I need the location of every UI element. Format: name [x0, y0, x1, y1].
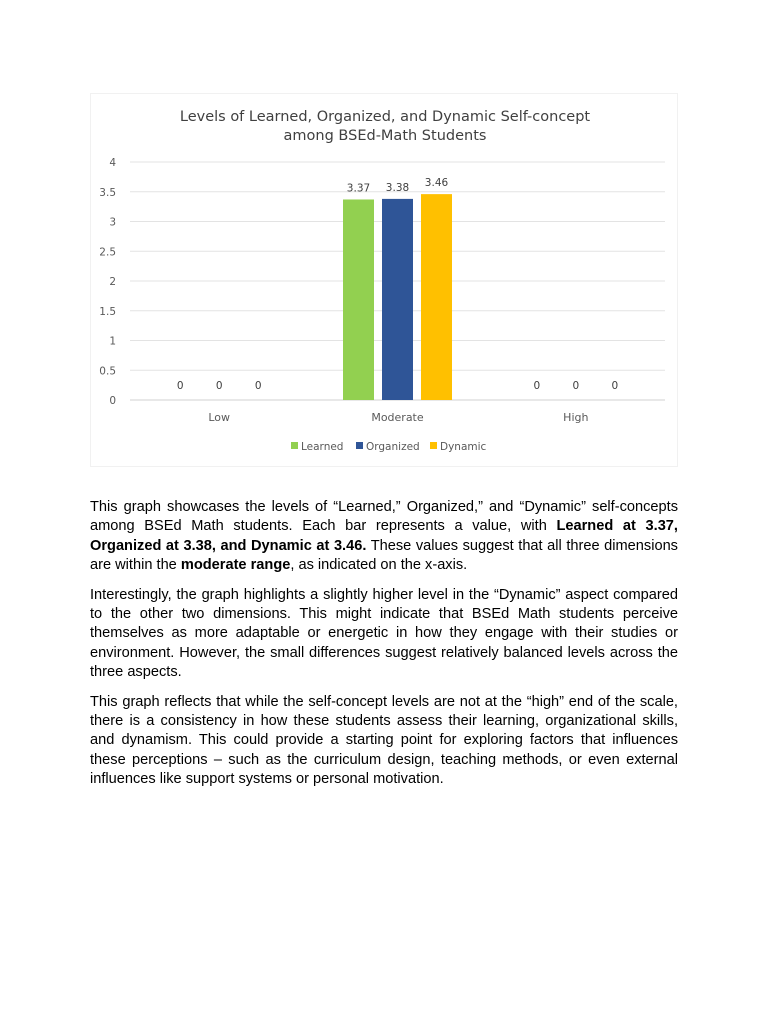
y-tick-label: 1.5	[99, 305, 116, 318]
data-label: 0	[572, 380, 580, 392]
y-tick-label: 2.5	[99, 246, 116, 259]
y-axis-ticks	[99, 157, 116, 407]
data-label: 0	[533, 380, 541, 392]
paragraph-2: Interestingly, the graph highlights a slightly higher level in the “Dynamic” aspect compared to the other two dimensions. This might indicate that BSEd Math students perceive themselves as more adaptable or energetic in how they engage with their studies or environment. However, the small differences suggest relatively balanced levels across the three aspects.	[90, 586, 678, 681]
p1-text-c: These values suggest that all three dimensions are within the	[90, 537, 678, 574]
document-body	[90, 498, 678, 800]
data-label: 3.46	[424, 177, 449, 190]
y-tick-label: 0	[109, 395, 116, 407]
data-label: 3.38	[385, 181, 410, 194]
chart-svg	[91, 94, 679, 468]
bar	[343, 199, 374, 400]
y-tick-label: 4	[109, 157, 116, 169]
legend-swatch	[430, 442, 437, 449]
y-tick-label: 3	[109, 216, 116, 229]
x-category-label: High	[563, 411, 589, 424]
legend-label: Organized	[366, 441, 420, 453]
legend-swatch	[356, 442, 363, 449]
p1-text-e: , as indicated on the x-axis.	[290, 557, 468, 574]
data-label: 3.37	[346, 182, 371, 195]
y-tick-label: 1	[109, 335, 116, 348]
x-axis-categories	[208, 411, 588, 424]
x-category-label: Moderate	[371, 411, 424, 424]
data-label: 0	[215, 380, 223, 392]
bar	[382, 199, 413, 400]
legend	[291, 441, 487, 453]
y-tick-label: 2	[109, 276, 116, 288]
chart-title-line-2: among BSEd-Math Students	[283, 128, 487, 144]
bars	[343, 194, 452, 400]
bar	[421, 194, 452, 400]
p1-bold-range: moderate range	[180, 557, 291, 574]
p1-text-a: This graph showcases the levels of “Learned,” Organized,” and “Dynamic” self-concepts among BSEd Math students. Each bar represents a value, with	[90, 499, 678, 535]
legend-swatch	[291, 442, 298, 449]
data-label: 0	[176, 380, 184, 392]
data-label: 0	[611, 380, 619, 392]
y-tick-label: 0.5	[99, 365, 116, 378]
legend-label: Dynamic	[440, 441, 487, 453]
y-tick-label: 3.5	[99, 186, 116, 199]
p1-bold-values: Learned at 3.37, Organized at 3.38, and Dynamic at 3.46.	[90, 518, 678, 554]
legend-label: Learned	[301, 441, 344, 453]
paragraph-3: This graph reflects that while the self-concept levels are not at the “high” end of the scale, there is a consistency in how these students assess their learning, organizational skills, and dynamism. This could provide a starting point for exploring factors that influences these perceptions – such as the curriculum design, teaching methods, or even external influences like support systems or personal motivation.	[90, 693, 678, 788]
bar-chart	[90, 93, 678, 467]
chart-title-line-1: Levels of Learned, Organized, and Dynamic Self-concept	[179, 109, 591, 125]
x-category-label: Low	[208, 411, 231, 424]
paragraph-1	[90, 498, 678, 576]
data-label: 0	[254, 380, 262, 392]
